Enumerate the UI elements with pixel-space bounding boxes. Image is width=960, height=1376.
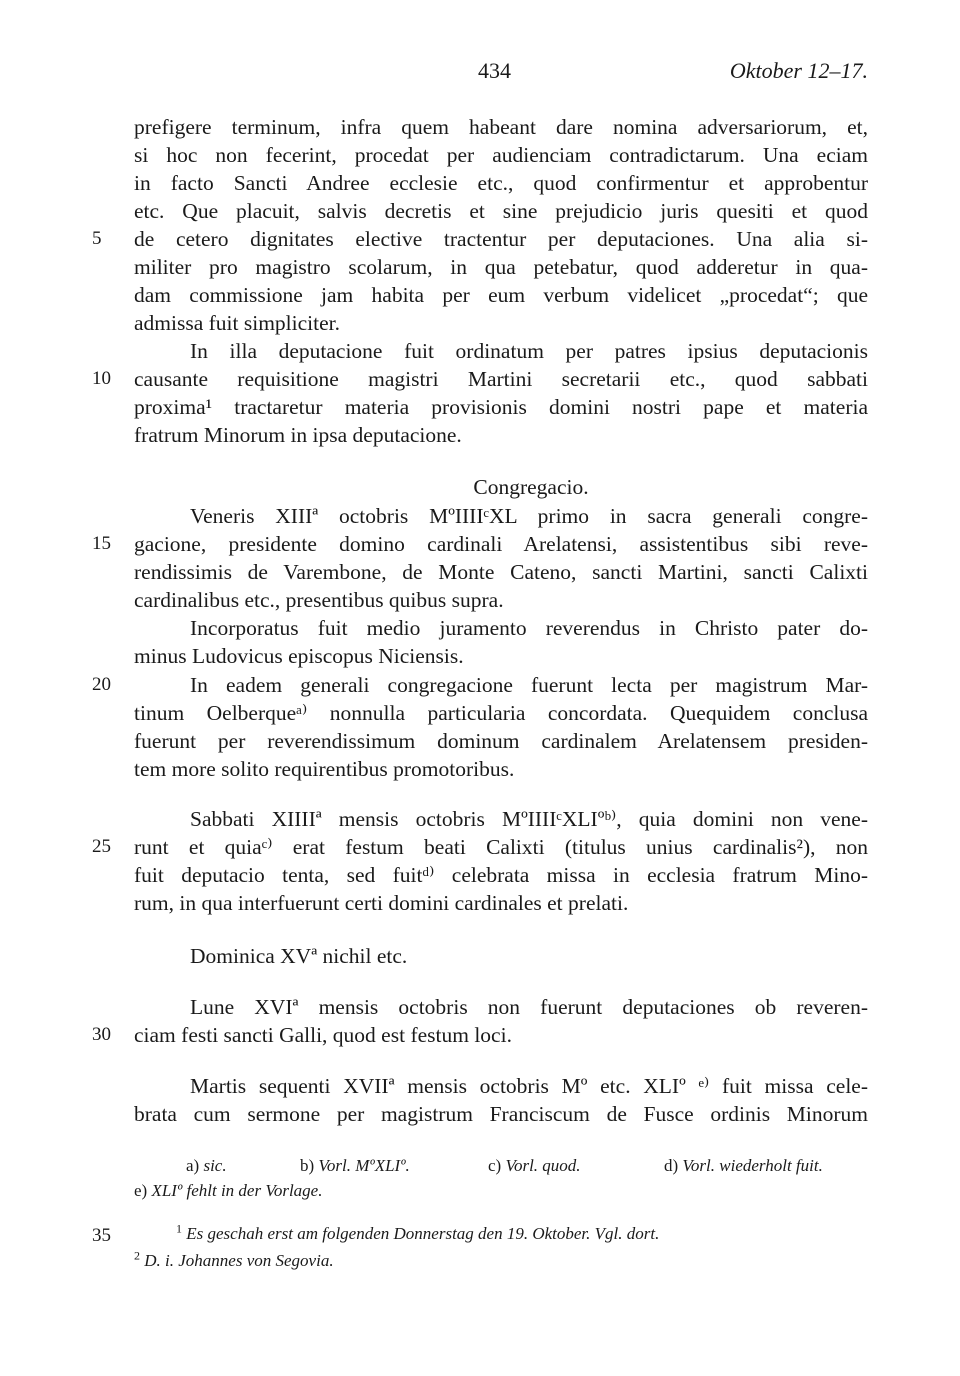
text-line: Martis sequenti XVIIª mensis octobris Mº etc. XLIº ᵉ⁾ fuit missa cele- <box>190 1074 868 1098</box>
note-mark: a) <box>186 1156 200 1175</box>
critical-note <box>134 1179 322 1203</box>
note-text: sic. <box>203 1156 227 1175</box>
critical-note <box>664 1154 823 1178</box>
footnote-mark: 1 <box>176 1221 182 1236</box>
line-number: 15 <box>92 533 111 554</box>
section-heading: Congregacio. <box>473 475 589 499</box>
note-mark: e) <box>134 1181 148 1200</box>
text-line: in facto Sancti Andree ecclesie etc., quod confirmentur et approbentur <box>134 171 868 195</box>
footnote <box>176 1222 659 1246</box>
critical-note <box>186 1154 227 1178</box>
text-line: proxima¹ tractaretur materia provisionis domini nostri pape et materia <box>134 395 868 419</box>
text-line: Lune XVIª mensis octobris non fuerunt deputaciones ob reveren- <box>190 995 868 1019</box>
text-line: Incorporatus fuit medio juramento reverendus in Christo pater do- <box>190 616 868 640</box>
text-line: de cetero dignitates elective tractentur per deputaciones. Una alia si- <box>134 227 868 251</box>
note-text: XLIº fehlt in der Vorlage. <box>151 1181 323 1200</box>
note-text: Vorl. wiederholt fuit. <box>682 1156 823 1175</box>
text-line: rendissimis de Varembone, de Monte Cateno, sancti Martini, sancti Calixti <box>134 560 868 584</box>
text-line: brata cum sermone per magistrum Franciscum de Fusce ordinis Minorum <box>134 1102 868 1126</box>
text-line: minus Ludovicus episcopus Niciensis. <box>134 644 464 668</box>
text-line: militer pro magistro scolarum, in qua petebatur, quod adderetur in qua- <box>134 255 868 279</box>
text-line: rum, in qua interfuerunt certi domini cardinales et prelati. <box>134 891 629 915</box>
line-number: 25 <box>92 836 111 857</box>
footnote <box>134 1249 334 1273</box>
footnote-text: Es geschah erst am folgenden Donnerstag den 19. Oktober. Vgl. dort. <box>186 1224 660 1243</box>
text-line: admissa fuit simpliciter. <box>134 311 341 335</box>
line-number: 5 <box>92 228 102 249</box>
text-line: causante requisitione magistri Martini secretarii etc., quod sabbati <box>134 367 868 391</box>
text-line: Sabbati XIIIIª mensis octobris MºIIIIᶜXLIºᵇ⁾, quia domini non vene- <box>190 807 868 831</box>
line-number: 10 <box>92 368 111 389</box>
text-line: tem more solito requirentibus promotoribus. <box>134 757 515 781</box>
text-line: Veneris XIIIª octobris MºIIIIᶜXL primo in sacra generali congre- <box>190 504 868 528</box>
line-number: 35 <box>92 1225 111 1246</box>
critical-note <box>488 1154 581 1178</box>
text-line: runt et quiaᶜ⁾ erat festum beati Calixti (titulus unius cardinalis²), non <box>134 835 868 859</box>
note-mark: d) <box>664 1156 679 1175</box>
text-line: fratrum Minorum in ipsa deputacione. <box>134 423 462 447</box>
line-number: 20 <box>92 674 111 695</box>
text-line: etc. Que placuit, salvis decretis et sine prejudicio juris quesiti et quod <box>134 199 868 223</box>
text-line: prefigere terminum, infra quem habeant dare nomina adversariorum, et, <box>134 115 868 139</box>
text-line: In eadem generali congregacione fuerunt lecta per magistrum Mar- <box>190 673 868 697</box>
note-text: Vorl. quod. <box>505 1156 581 1175</box>
text-line: dam commissione jam habita per eum verbum videlicet „procedat“; que <box>134 283 868 307</box>
note-mark: c) <box>488 1156 502 1175</box>
text-line: cardinalibus etc., presentibus quibus supra. <box>134 588 504 612</box>
text-line: tinum Oelberqueᵃ⁾ nonnulla particularia concordata. Quequidem conclusa <box>134 701 868 725</box>
text-line: Dominica XVª nichil etc. <box>190 944 408 968</box>
critical-note <box>300 1154 410 1178</box>
text-line: In illa deputacione fuit ordinatum per patres ipsius deputacionis <box>190 339 868 363</box>
note-mark: b) <box>300 1156 315 1175</box>
footnote-text: D. i. Johannes von Segovia. <box>144 1251 334 1270</box>
note-text: Vorl. MºXLIº. <box>318 1156 410 1175</box>
text-line: fuit deputacio tenta, sed fuitᵈ⁾ celebrata missa in ecclesia fratrum Mino- <box>134 863 868 887</box>
text-line: ciam festi sancti Galli, quod est festum loci. <box>134 1023 512 1047</box>
line-number: 30 <box>92 1024 111 1045</box>
text-line: si hoc non fecerint, procedat per audienciam contradictarum. Una eciam <box>134 143 868 167</box>
running-head: Oktober 12–17. <box>729 58 868 83</box>
page-number: 434 <box>478 58 511 83</box>
text-line: fuerunt per reverendissimum dominum cardinalem Arelatensem presiden- <box>134 729 868 753</box>
text-line: gacione, presidente domino cardinali Arelatensi, assistentibus sibi reve- <box>134 532 868 556</box>
page-header <box>134 58 868 88</box>
footnote-mark: 2 <box>134 1248 140 1263</box>
